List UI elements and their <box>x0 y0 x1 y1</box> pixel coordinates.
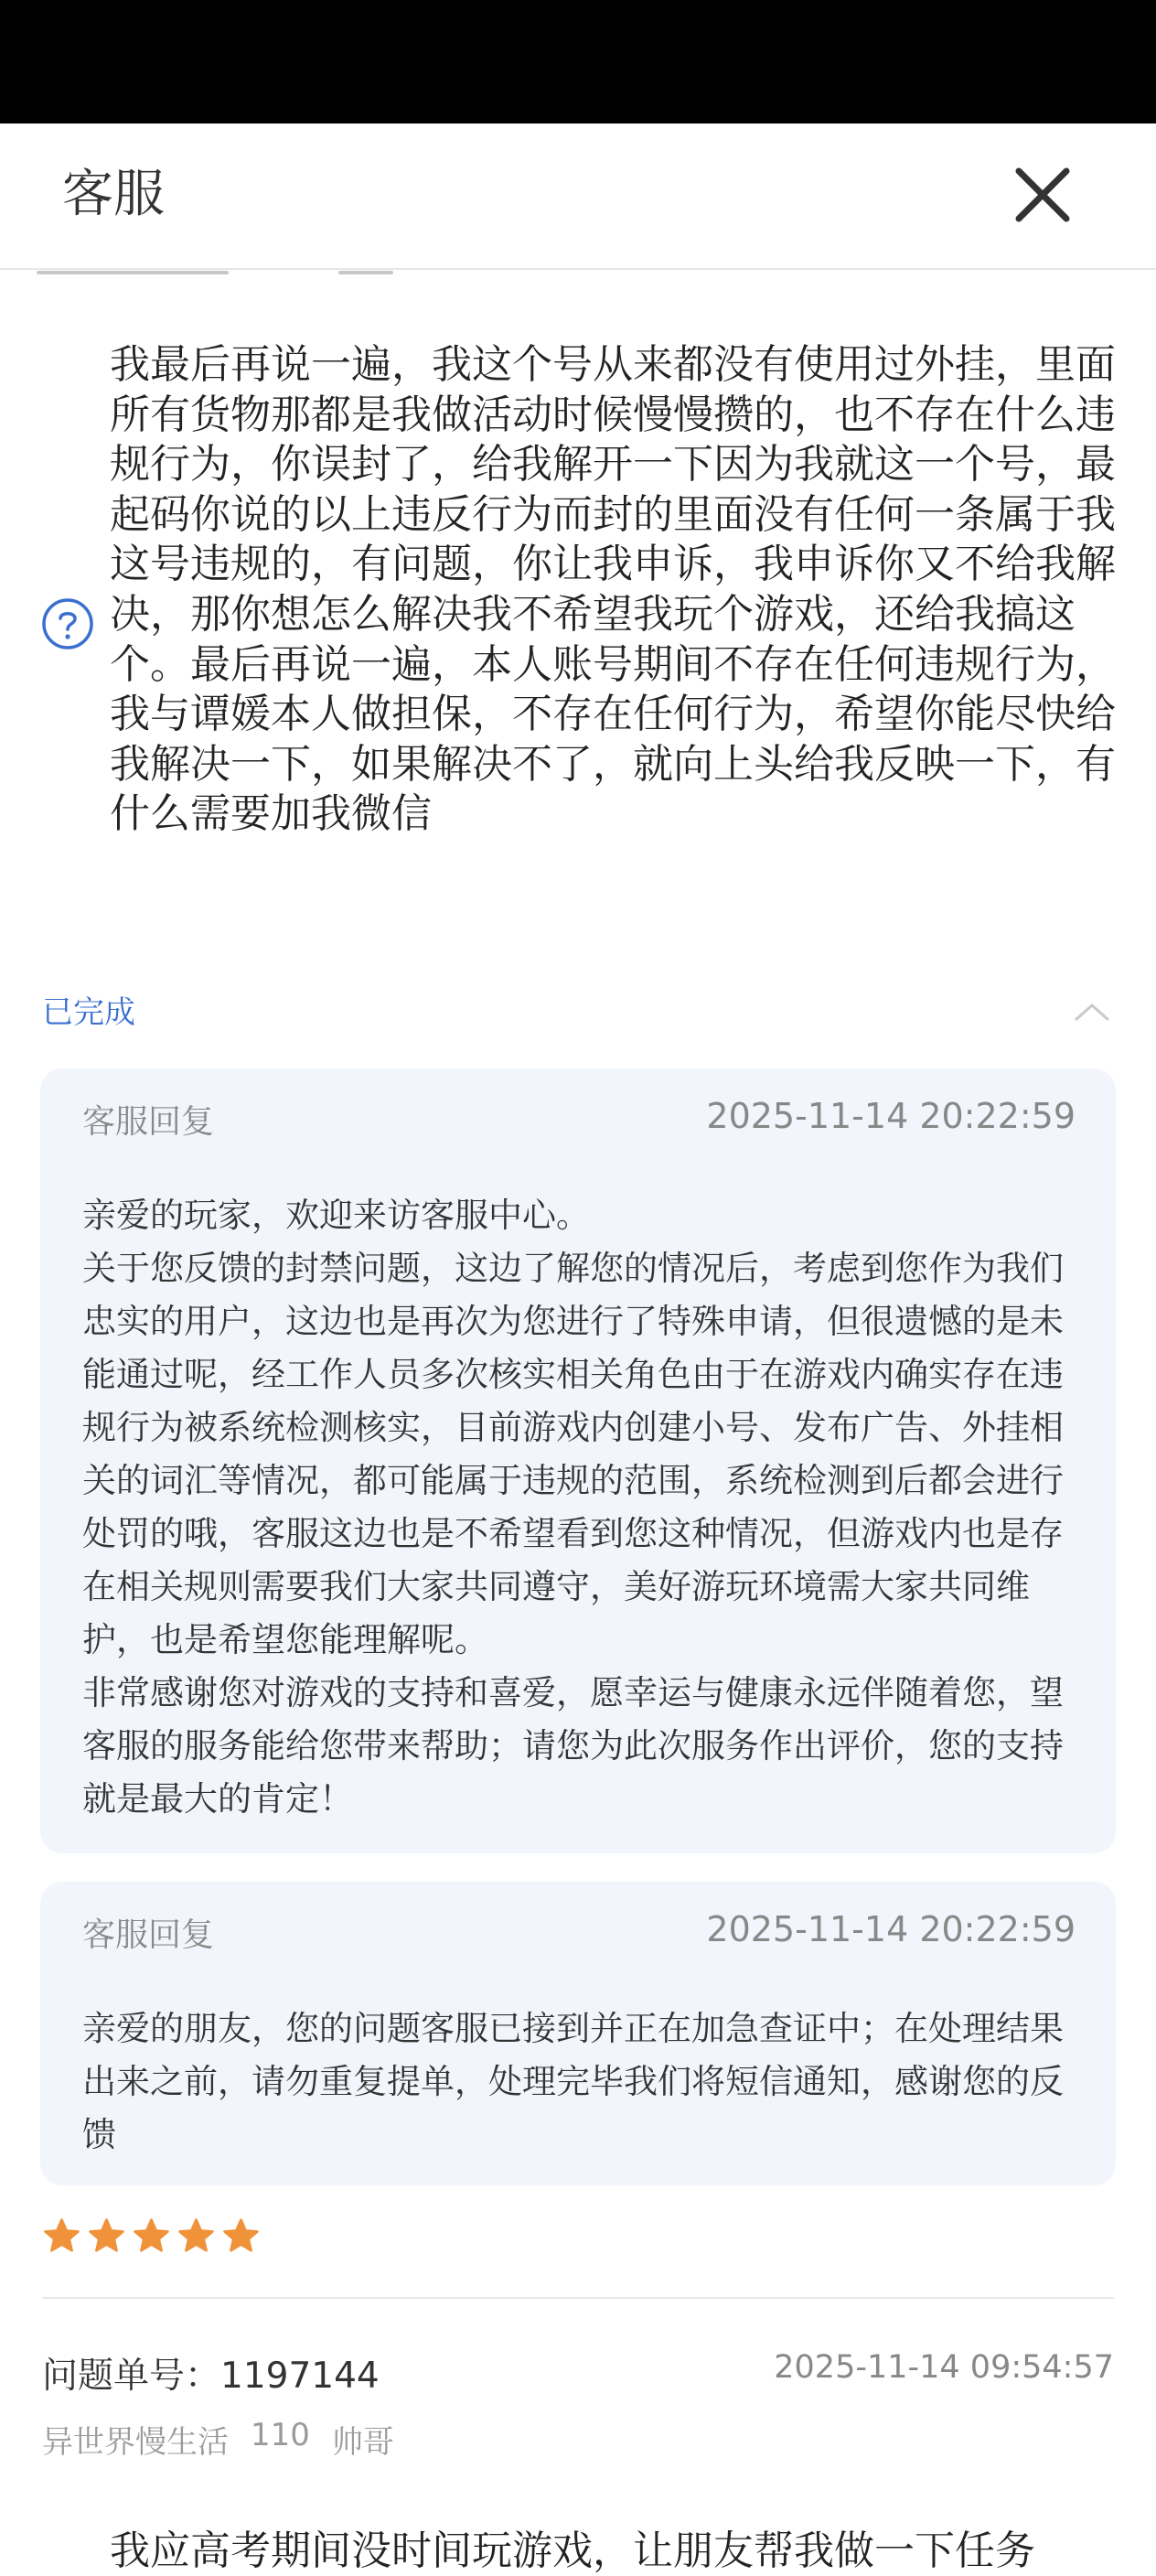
star-icon <box>177 2216 216 2256</box>
question-text: 我最后再说一遍，我这个号从来都没有使用过外挂，里面所有货物那都是我做活动时候慢慢攒的，也不存在什么违规行为，你误封了，给我解开一下因为我就这一个号，最起码你说的以上违反行为而封的里面没有任何一条属于我这号违规的，有问题，你让我申诉，我申诉你又不给我解决，那你想怎么解决我不希望我玩个游戏，还给我搞这个。最后再说一遍，本人账号期间不存在任何违规行为，我与谭媛本人做担保，不存在任何行为，希望你能尽快给我解决一下，如果解决不了，就向上头给我反映一下，有什么需要加我微信 <box>110 341 1116 838</box>
close-icon[interactable] <box>1006 158 1079 231</box>
reply-time: 2025-11-14 20:22:59 <box>706 1096 1076 1136</box>
star-icon <box>87 2216 126 2256</box>
question-icon <box>40 596 95 651</box>
divider <box>42 2297 1114 2299</box>
ticket-meta <box>42 2417 394 2462</box>
reply-body: 亲爱的朋友，您的问题客服已接到并正在加急查证中；在处理结果出来之前，请勿重复提单，处理完毕我们将短信通知，感谢您的反馈 <box>82 2009 1064 2154</box>
ticket-number: 问题单号：1197144 <box>42 2356 380 2397</box>
reply-body: 亲爱的玩家，欢迎来访客服中心。 关于您反馈的封禁问题，这边了解您的情况后，考虑到您作为我们忠实的用户，这边也是再次为您进行了特殊申请，但很遗憾的是未能通过呢，经工作人员多次核实相关角色由于在游戏内确实存在违规行为被系统检测核实，目前游戏内创建小号、发布广告、外挂相关的词汇等情况，都可能属于违规的范围，系统检测到后都会进行处罚的哦，客服这边也是不希望看到您这种情况，但游戏内也是存在相关规则需要我们大家共同遵守，美好游玩环境需大家共同维护，也是希望您能理解呢。 非常感谢您对游戏的支持和喜爱，愿幸运与健康永远伴随着您，望客服的服务能给您带来帮助；请您为此次服务作出评价，您的支持就是最大的肯定！ <box>82 1196 1064 1819</box>
status-row[interactable] <box>42 983 1112 1038</box>
reply-time: 2025-11-14 20:22:59 <box>706 1909 1076 1949</box>
role-name: 帅哥 <box>331 2424 394 2461</box>
rating-stars <box>42 2216 261 2257</box>
star-icon <box>221 2216 261 2256</box>
ticket-time: 2025-11-14 09:54:57 <box>774 2349 1114 2386</box>
question-preview: 我应高考期间没时间玩游戏，让朋友帮我做一下任务 <box>110 2528 1035 2574</box>
game-name: 异世界慢生活 <box>42 2424 229 2461</box>
clipped-previous-content <box>37 271 421 278</box>
status-bar <box>0 0 1156 123</box>
chevron-up-icon[interactable] <box>1072 1000 1112 1024</box>
star-icon <box>42 2216 81 2256</box>
reply-card <box>40 1882 1116 2185</box>
reply-label: 客服回复 <box>82 1916 215 1954</box>
reply-label: 客服回复 <box>82 1103 215 1141</box>
header <box>0 123 1156 270</box>
status-completed-label: 已完成 <box>42 994 135 1031</box>
server-number: 110 <box>251 2417 310 2453</box>
reply-card <box>40 1068 1116 1853</box>
page-title: 客服 <box>62 165 165 224</box>
star-icon <box>132 2216 171 2256</box>
